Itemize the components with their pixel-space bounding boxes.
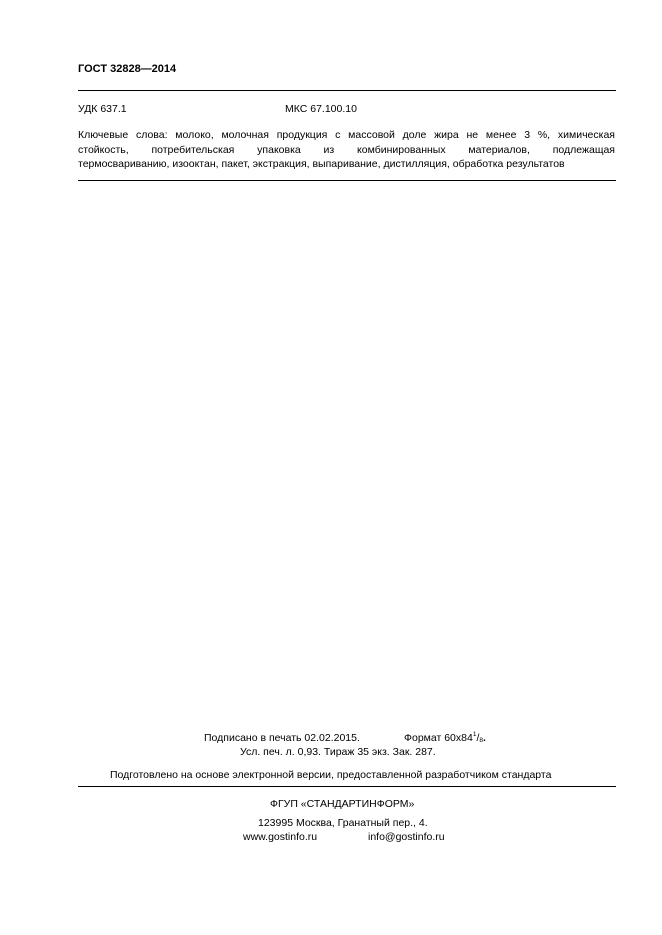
print-info: Усл. печ. л. 0,93. Тираж 35 экз. Зак. 287. — [240, 746, 436, 758]
udk-code: УДК 637.1 — [78, 103, 127, 115]
print-format-slash: / — [476, 732, 480, 744]
publisher-website: www.gostinfo.ru — [243, 831, 318, 843]
print-format-denominator: 8 — [479, 737, 483, 744]
keywords-line: Ключевые слова: молоко, молочная продукция с массовой доле жира не менее 3 %, химическая — [78, 129, 615, 141]
signed-for-print: Подписано в печать 02.02.2015. — [204, 732, 360, 744]
mks-code: МКС 67.100.10 — [285, 103, 357, 115]
publisher-email: info@gostinfo.ru — [368, 831, 445, 843]
print-format-end: . — [483, 732, 486, 744]
prepared-note: Подготовлено на основе электронной версии, предоставленной разработчиком стандарта — [110, 769, 552, 781]
keywords-line: термосвариванию, изооктан, пакет, экстракция, выпаривание, дистилляция, обработка результатов — [78, 158, 565, 170]
keywords-paragraph — [78, 128, 615, 172]
keywords-divider — [78, 180, 616, 181]
print-format-label: Формат 60x84 — [404, 732, 473, 744]
imprint-divider — [78, 786, 616, 787]
header-divider — [78, 90, 616, 91]
keywords-line: стойкость, потребительская упаковка из комбинированных материалов, подлежащая — [78, 143, 615, 156]
publisher-name: ФГУП «СТАНДАРТИНФОРМ» — [270, 798, 415, 810]
document-header-title: ГОСТ 32828—2014 — [78, 63, 177, 75]
print-format-numerator: 1 — [472, 731, 477, 738]
publisher-address: 123995 Москва, Гранатный пер., 4. — [258, 817, 428, 829]
print-format — [404, 732, 486, 745]
